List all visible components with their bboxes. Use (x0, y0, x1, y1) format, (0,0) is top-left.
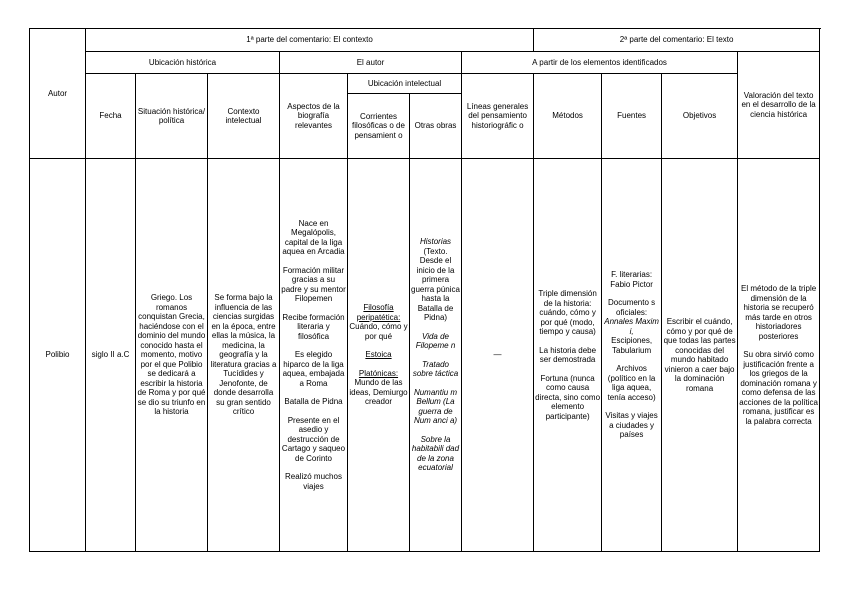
header-autor: Autor (30, 29, 86, 159)
fuente-visitas: Visitas y viajes a ciudades y países (605, 411, 658, 440)
header-objetivos: Objetivos (662, 74, 738, 159)
obra-numantium: Numantiu m Bellum (La guerra de Num anci a) (413, 387, 458, 426)
cell-fecha: siglo II a.C (86, 159, 136, 552)
corriente-peripatetica-text: Cuándo, cómo y por qué (349, 322, 408, 341)
commentary-table (29, 28, 820, 552)
fuente-literarias: F. literarias: Fabio Pictor (610, 270, 653, 289)
header-lineas: Líneas generales del pensamiento historiográfic o (462, 74, 534, 159)
header-valoracion: Valoración del texto en el desarrollo de la ciencia histórica (738, 52, 820, 159)
corriente-estoica-label: Estoica (365, 350, 392, 360)
header-contexto: Contexto intelectual (208, 74, 280, 159)
header-part-1: 1ª parte del comentario: El contexto (86, 29, 534, 52)
cell-contexto: Se forma bajo la influencia de las ciencias surgidas en la época, entre ellas la música, la medicina, la geografía y la literatura gracias a Tucídides y Jenofonte, de donde desarrolla su gran sentido crítico (208, 159, 280, 552)
header-elementos: A partir de los elementos identificados (462, 52, 738, 74)
metodo-item: Triple dimensión de la historia: cuándo, cómo y por qué (modo, tiempo y causa) (538, 289, 597, 336)
aspecto-item: Formación militar gracias a su padre y su mentor Filopemen (281, 265, 346, 304)
cell-lineas: — (462, 159, 534, 552)
table-row (30, 159, 820, 552)
metodo-item: Fortuna (nunca como causa directa, sino como elemento participante) (535, 373, 601, 421)
obra-habitabilidad: Sobre la habitabili dad de la zona ecuatorial (411, 434, 460, 473)
header-otras-obras: Otras obras (410, 94, 462, 159)
aspecto-item: Nace en Megalópolis, capital de la liga aquea en Arcadia (282, 218, 345, 257)
header-ubicacion-intelectual: Ubicación intelectual (348, 74, 462, 94)
fuente-oficiales-label: Documento s oficiales: (608, 298, 656, 317)
cell-otras-obras (410, 159, 462, 552)
obra-historias-title: Historias (419, 237, 452, 247)
metodo-item: La historia debe ser demostrada (539, 345, 597, 364)
corriente-platonicas-label: Platónicas: (358, 368, 399, 378)
header-ubicacion-historica: Ubicación histórica (86, 52, 280, 74)
cell-autor: Polibio (30, 159, 86, 552)
cell-situacion: Griego. Los romanos conquistan Grecia, haciéndose con el dominio del mundo conocido hasta el momento, motivo por el que Polibio se dedicará a escribir la historia de Roma y por qué se dio su triunfo en la historia (136, 159, 208, 552)
header-el-autor: El autor (280, 52, 462, 74)
cell-corrientes (348, 159, 410, 552)
header-aspectos: Aspectos de la biografía relevantes (280, 74, 348, 159)
aspecto-item: Realizó muchos viajes (285, 472, 342, 491)
header-corrientes: Corrientes filosóficas o de pensamient o (348, 94, 410, 159)
header-fuentes: Fuentes (602, 74, 662, 159)
aspecto-item: Presente en el asedio y destrucción de Cartago y saqueo de Corinto (281, 415, 346, 463)
corriente-platonicas-text: Mundo de las ideas, Demiurgo creador (349, 378, 408, 407)
header-fecha: Fecha (86, 74, 136, 159)
aspecto-item: Batalla de Pidna (284, 397, 343, 407)
fuente-oficiales-rest: Escipiones, Tabularium (611, 336, 653, 355)
obra-tratado: Tratado sobre táctica (412, 359, 459, 379)
corriente-peripatetica-label: Filosofía peripatética: (356, 303, 401, 322)
cell-metodos (534, 159, 602, 552)
fuente-archivos: Archivos (político en la liga aquea, tenía acceso) (607, 364, 656, 402)
aspecto-item: Es elegido hiparco de la liga aquea, embajada a Roma (282, 350, 345, 388)
cell-valoracion (738, 159, 820, 552)
valoracion-item: Su obra sirvió como justificación frente a los griegos de la dominación romana y como defensa de las acciones de la política romana, justificar es la palabra correcta (739, 350, 818, 426)
cell-objetivos: Escribir el cuándo, cómo y por qué de que todas las partes conocidas del mundo habitado vinieron a caer bajo la dominación romana (662, 159, 738, 552)
obra-vida: Vida de Filopeme n (415, 331, 456, 351)
aspecto-item: Recibe formación literaria y filosófica (282, 312, 345, 341)
cell-fuentes (602, 159, 662, 552)
header-part-2: 2ª parte del comentario: El texto (534, 29, 820, 52)
cell-aspectos (280, 159, 348, 552)
obra-historias-text: (Texto. Desde el inicio de la primera guerra púnica hasta la Batalla de Pidna) (411, 246, 460, 323)
header-metodos: Métodos (534, 74, 602, 159)
fuente-annales: Annales Maxim i, (604, 317, 659, 336)
header-situacion: Situación histórica/ política (136, 74, 208, 159)
valoracion-item: El método de la triple dimensión de la historia se recuperó más tarde en otros historiadores posteriores (741, 284, 817, 341)
